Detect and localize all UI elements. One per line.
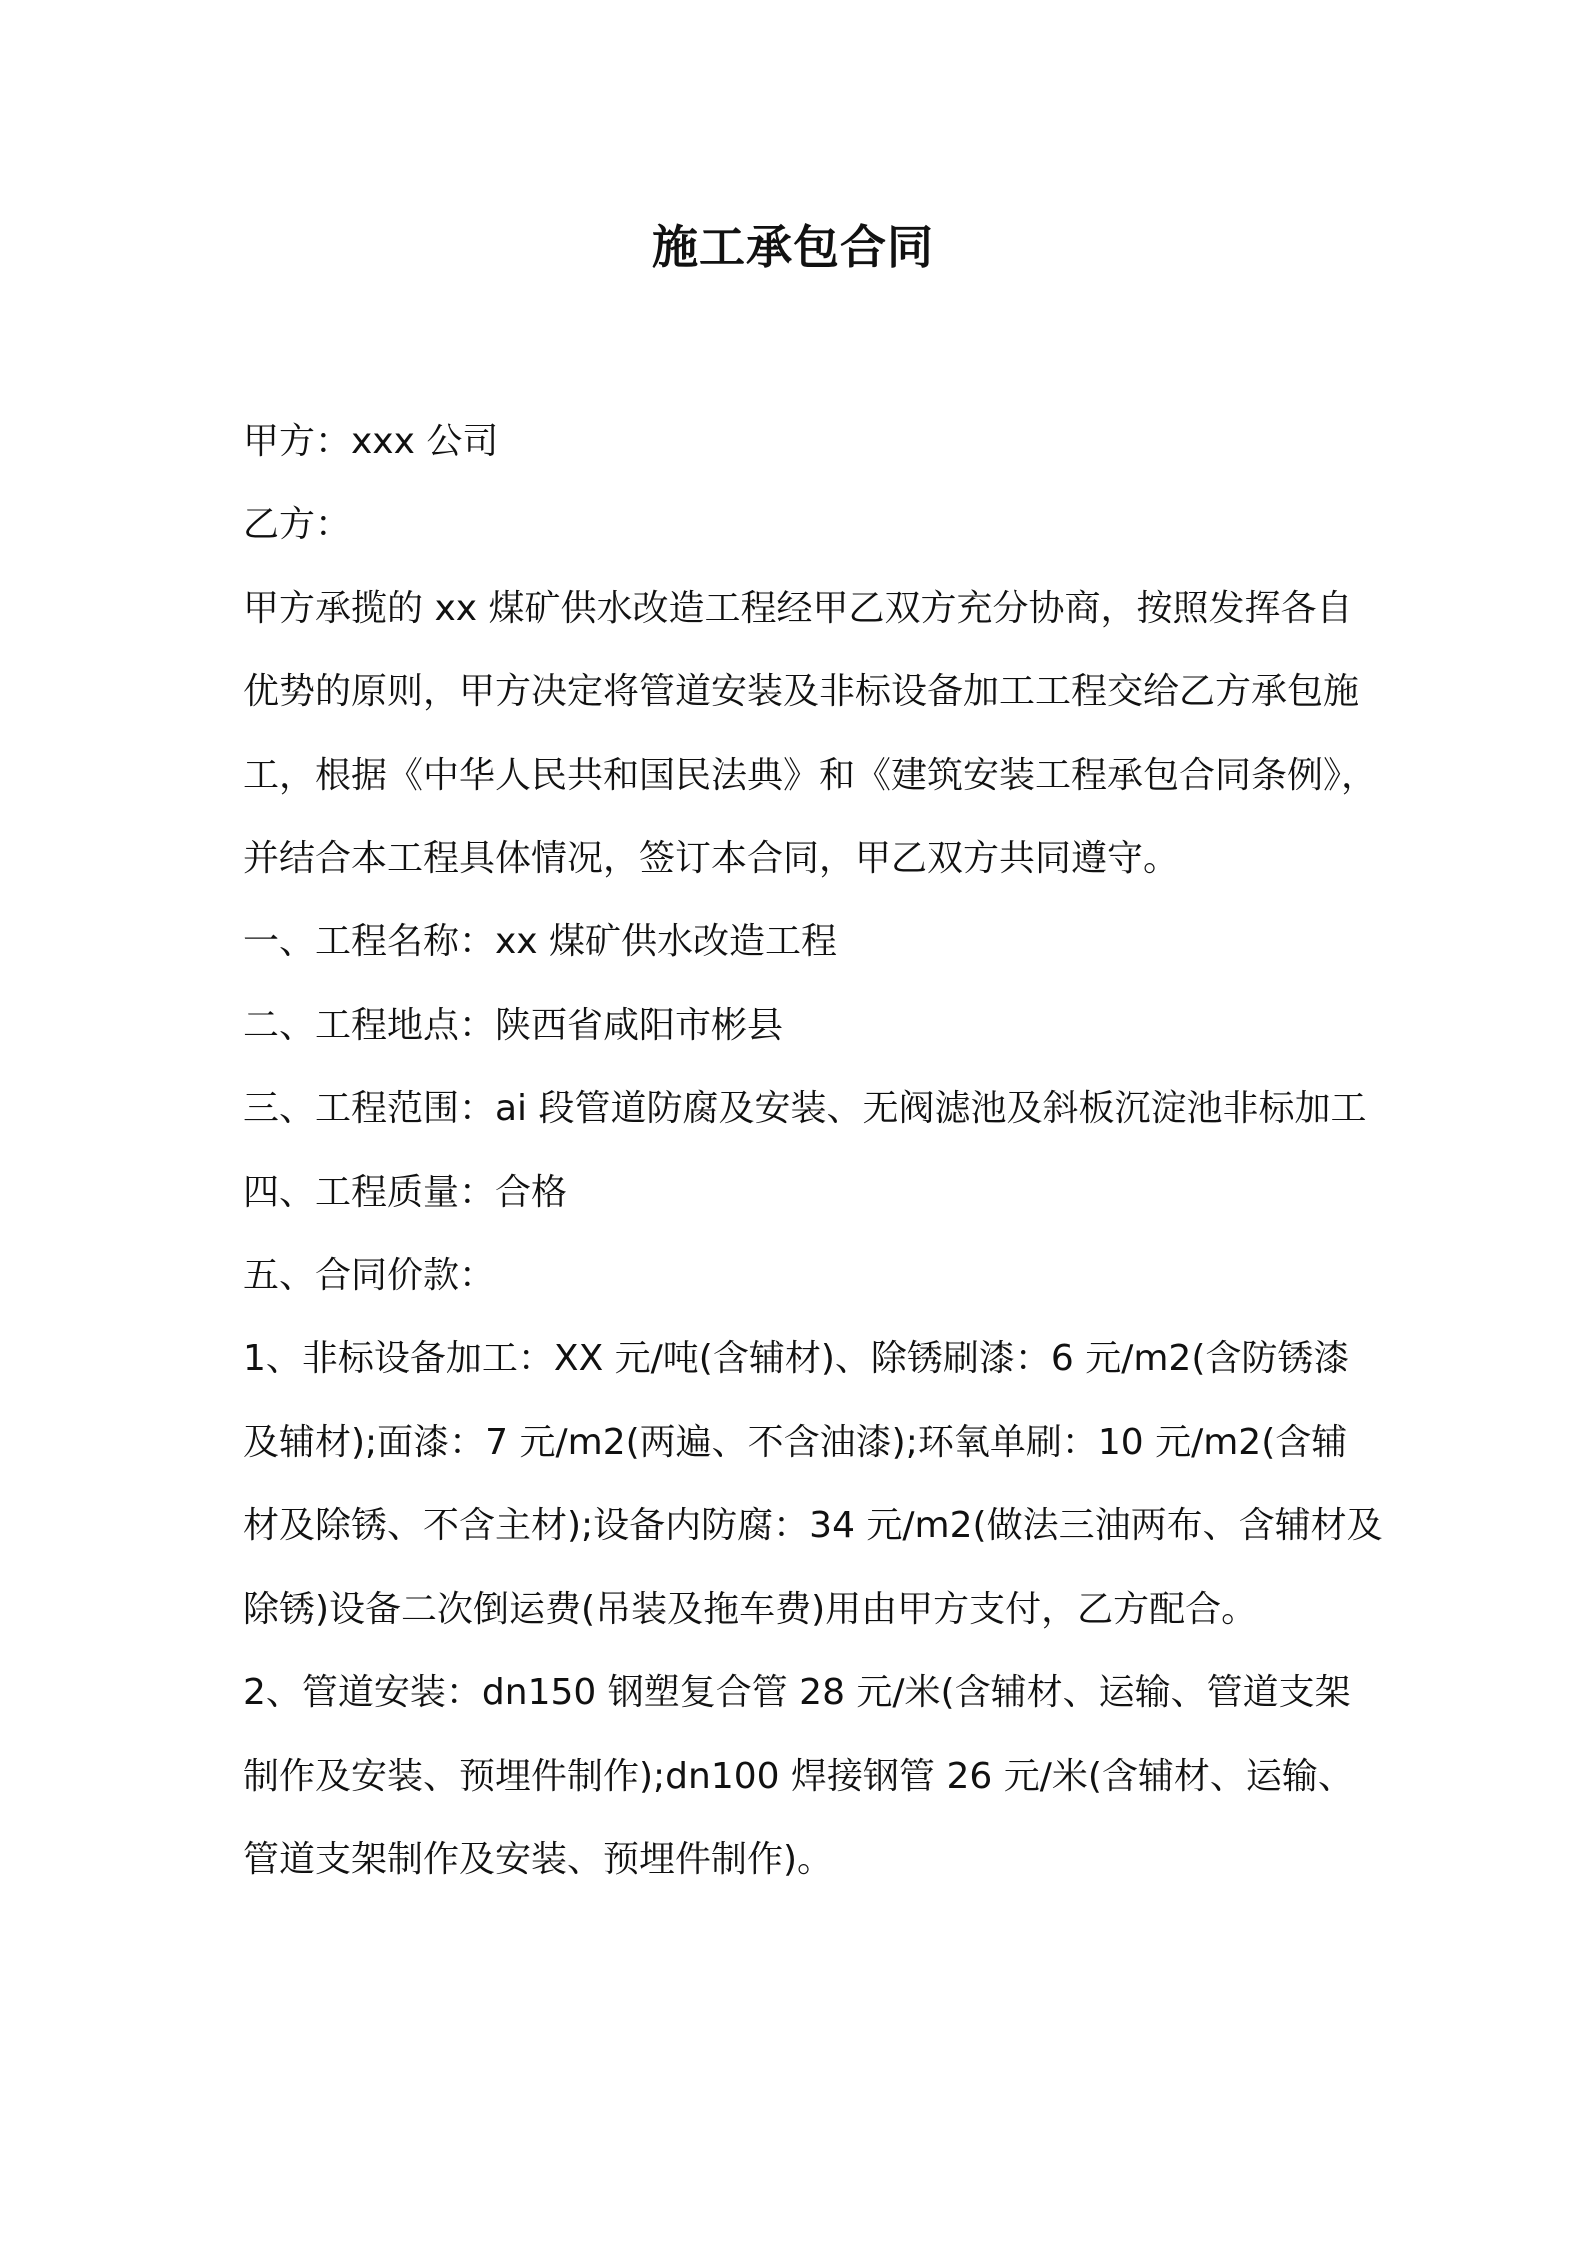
document-title: 施工承包合同 <box>652 220 934 274</box>
document-body <box>243 400 1383 1901</box>
clause-contract-price: 五、合同价款： <box>243 1255 496 1297</box>
party-b-line: 乙方： <box>243 504 352 546</box>
preamble-paragraph: 甲方承揽的 xx 煤矿供水改造工程经甲乙双方充分协商，按照发挥各自优势的原则，甲方决定将管道安装及非标设备加工工程交给乙方承包施工，根据《中华人民共和国民法典》和《建筑安装工程承包合同条例》，并结合本工程具体情况，签订本合同，甲乙双方共同遵守。 <box>243 587 1378 880</box>
clause-project-scope: 三、工程范围：ai 段管道防腐及安装、无阀滤池及斜板沉淀池非标加工 <box>243 1088 1367 1130</box>
clause-project-location: 二、工程地点：陕西省咸阳市彬县 <box>243 1004 784 1046</box>
clause-project-quality: 四、工程质量：合格 <box>243 1171 568 1213</box>
price-item-pipe-installation: 2、管道安装：dn150 钢塑复合管 28 元/米(含辅材、运输、管道支架制作及安装、预埋件制作);dn100 焊接钢管 26 元/米(含辅材、运输、管道支架制作及安装、预埋件制作)。 <box>243 1672 1354 1880</box>
clause-project-name: 一、工程名称：xx 煤矿供水改造工程 <box>243 921 838 963</box>
price-item-equipment-processing: 1、非标设备加工：XX 元/吨(含辅材)、除锈刷漆：6 元/m2(含防锈漆及辅材);面漆：7 元/m2(两遍、不含油漆);环氧单刷：10 元/m2(含辅材及除锈、不含主材);设备内防腐：34 元/m2(做法三油两布、含辅材及除锈)设备二次倒运费(吊装及拖车费)用由甲方支付，乙方配合。 <box>243 1338 1383 1630</box>
party-a-line: 甲方：xxx 公司 <box>243 421 499 462</box>
